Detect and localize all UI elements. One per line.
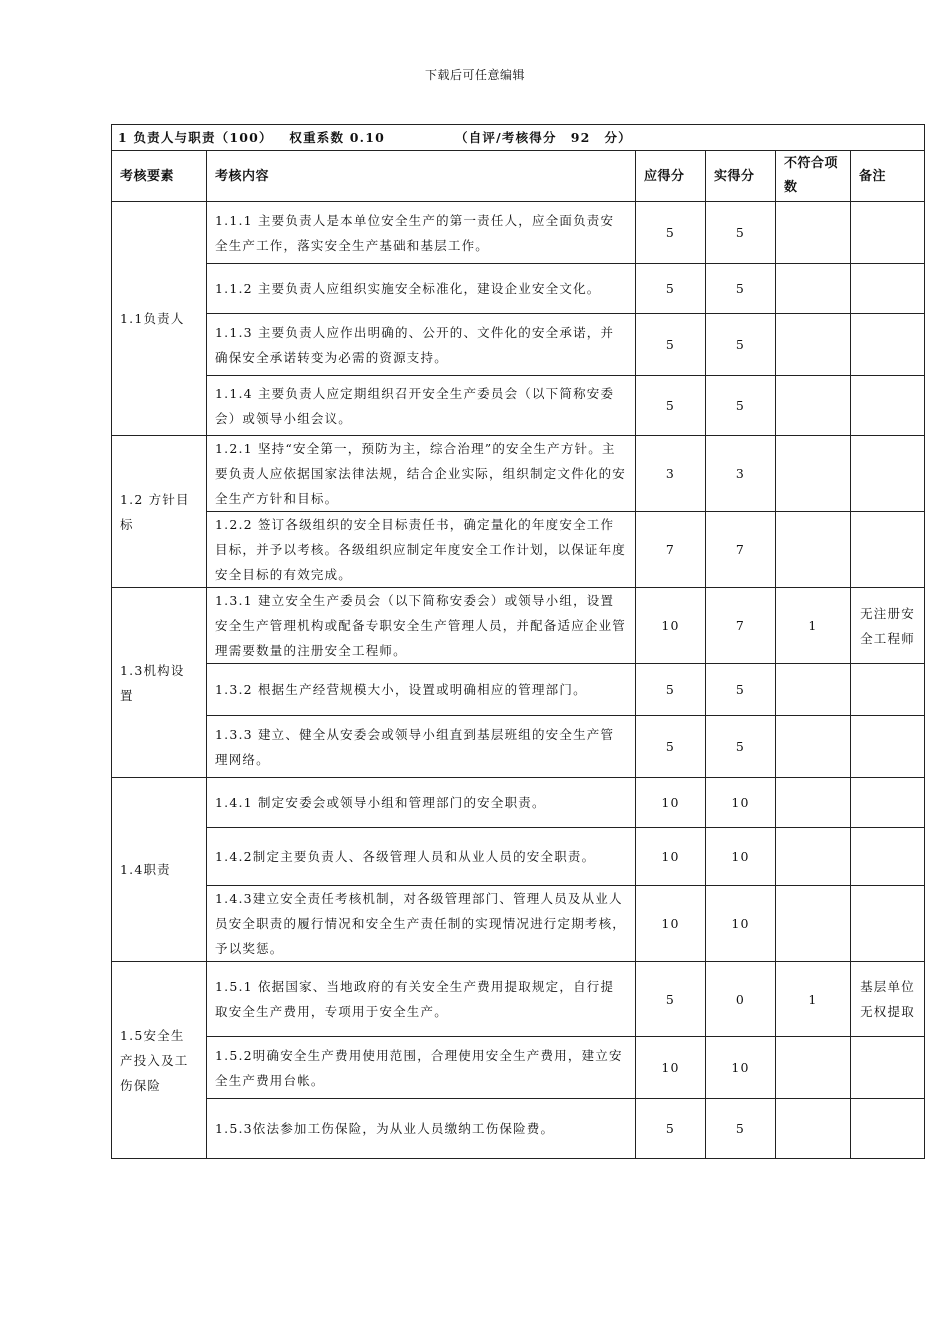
content-cell: 1.5.1 依据国家、当地政府的有关安全生产费用提取规定，自行提取安全生产费用，专项用于安全生产。: [207, 962, 636, 1037]
should-score-cell: 10: [636, 886, 706, 962]
nonconform-count-cell: [776, 264, 851, 314]
title-score-suffix: 分）: [604, 130, 632, 145]
should-score-cell: 5: [636, 314, 706, 376]
nonconform-count-cell: [776, 778, 851, 828]
table-row: [112, 828, 925, 886]
remark-cell: [851, 376, 925, 436]
content-cell: 1.3.2 根据生产经营规模大小，设置或明确相应的管理部门。: [207, 664, 636, 716]
element-cell: 1.4职责: [112, 778, 207, 962]
element-cell: 1.2 方针目标: [112, 436, 207, 588]
content-cell: 1.3.3 建立、健全从安委会或领导小组直到基层班组的安全生产管理网络。: [207, 716, 636, 778]
remark-cell: [851, 716, 925, 778]
table-title: [112, 125, 925, 151]
remark-cell: 基层单位无权提取: [851, 962, 925, 1037]
table-row: [112, 1037, 925, 1099]
content-cell: 1.2.2 签订各级组织的安全目标责任书，确定量化的年度安全工作目标，并予以考核。各级组织应制定年度安全工作计划，以保证年度安全目标的有效完成。: [207, 512, 636, 588]
content-cell: 1.4.1 制定安委会或领导小组和管理部门的安全职责。: [207, 778, 636, 828]
content-cell: 1.1.3 主要负责人应作出明确的、公开的、文件化的安全承诺，并确保安全承诺转变为必需的资源支持。: [207, 314, 636, 376]
should-score-cell: 5: [636, 1099, 706, 1159]
actual-score-cell: 5: [706, 314, 776, 376]
nonconform-count-cell: [776, 202, 851, 264]
table-row: [112, 264, 925, 314]
remark-cell: [851, 512, 925, 588]
nonconform-count-cell: [776, 314, 851, 376]
should-score-cell: 10: [636, 1037, 706, 1099]
should-score-cell: 10: [636, 778, 706, 828]
actual-score-cell: 5: [706, 1099, 776, 1159]
title-weight: 权重系数 0.10: [289, 130, 386, 145]
should-score-cell: 7: [636, 512, 706, 588]
content-cell: 1.3.1 建立安全生产委员会（以下简称安委会）或领导小组，设置安全生产管理机构或配备专职安全生产管理人员，并配备适应企业管理需要数量的注册安全工程师。: [207, 588, 636, 664]
table-row: [112, 1099, 925, 1159]
remark-cell: [851, 664, 925, 716]
actual-score-cell: 5: [706, 264, 776, 314]
actual-score-cell: 5: [706, 202, 776, 264]
nonconform-count-cell: [776, 1099, 851, 1159]
remark-cell: [851, 436, 925, 512]
should-score-cell: 5: [636, 716, 706, 778]
header-nonconform: 不符合项数: [776, 151, 851, 202]
nonconform-count-cell: 1: [776, 962, 851, 1037]
actual-score-cell: 10: [706, 1037, 776, 1099]
title-score-prefix: （自评/考核得分: [455, 130, 557, 145]
table-row: [112, 664, 925, 716]
header-row: [112, 151, 925, 202]
header-should: 应得分: [636, 151, 706, 202]
element-cell: 1.1负责人: [112, 202, 207, 436]
nonconform-count-cell: [776, 1037, 851, 1099]
table-row: [112, 886, 925, 962]
nonconform-count-cell: [776, 886, 851, 962]
header-remark: 备注: [851, 151, 925, 202]
actual-score-cell: 0: [706, 962, 776, 1037]
header-actual: 实得分: [706, 151, 776, 202]
actual-score-cell: 5: [706, 376, 776, 436]
element-cell: 1.5安全生产投入及工伤保险: [112, 962, 207, 1159]
table-row: [112, 778, 925, 828]
nonconform-count-cell: 1: [776, 588, 851, 664]
actual-score-cell: 3: [706, 436, 776, 512]
nonconform-count-cell: [776, 436, 851, 512]
header-content: 考核内容: [207, 151, 636, 202]
content-cell: 1.5.3依法参加工伤保险，为从业人员缴纳工伤保险费。: [207, 1099, 636, 1159]
should-score-cell: 5: [636, 202, 706, 264]
remark-cell: [851, 828, 925, 886]
actual-score-cell: 10: [706, 778, 776, 828]
actual-score-cell: 10: [706, 886, 776, 962]
assessment-table: [111, 124, 925, 1159]
remark-cell: [851, 1099, 925, 1159]
table-row: [112, 962, 925, 1037]
header-element: 考核要素: [112, 151, 207, 202]
nonconform-count-cell: [776, 828, 851, 886]
content-cell: 1.5.2明确安全生产费用使用范围，合理使用安全生产费用，建立安全生产费用台帐。: [207, 1037, 636, 1099]
remark-cell: 无注册安全工程师: [851, 588, 925, 664]
table-row: [112, 202, 925, 264]
remark-cell: [851, 202, 925, 264]
nonconform-count-cell: [776, 376, 851, 436]
content-cell: 1.1.2 主要负责人应组织实施安全标准化，建设企业安全文化。: [207, 264, 636, 314]
remark-cell: [851, 778, 925, 828]
content-cell: 1.1.1 主要负责人是本单位安全生产的第一责任人，应全面负责安全生产工作，落实安全生产基础和基层工作。: [207, 202, 636, 264]
content-cell: 1.4.3建立安全责任考核机制，对各级管理部门、管理人员及从业人员安全职责的履行情况和安全生产责任制的实现情况进行定期考核，予以奖惩。: [207, 886, 636, 962]
element-cell: 1.3机构设置: [112, 588, 207, 778]
content-cell: 1.1.4 主要负责人应定期组织召开安全生产委员会（以下简称安委会）或领导小组会议。: [207, 376, 636, 436]
table-row: [112, 376, 925, 436]
table-row: [112, 436, 925, 512]
table-row: [112, 716, 925, 778]
remark-cell: [851, 1037, 925, 1099]
content-cell: 1.2.1 坚持“安全第一，预防为主，综合治理”的安全生产方针。主要负责人应依据国家法律法规，结合企业实际，组织制定文件化的安全生产方针和目标。: [207, 436, 636, 512]
should-score-cell: 10: [636, 588, 706, 664]
should-score-cell: 5: [636, 664, 706, 716]
should-score-cell: 5: [636, 376, 706, 436]
actual-score-cell: 7: [706, 588, 776, 664]
remark-cell: [851, 314, 925, 376]
table-row: [112, 588, 925, 664]
top-note: 下载后可任意编辑: [424, 68, 525, 82]
should-score-cell: 5: [636, 264, 706, 314]
nonconform-count-cell: [776, 512, 851, 588]
table-row: [112, 512, 925, 588]
title-section: 1 负责人与职责（100）: [118, 130, 273, 145]
should-score-cell: 3: [636, 436, 706, 512]
table-row: [112, 314, 925, 376]
actual-score-cell: 10: [706, 828, 776, 886]
actual-score-cell: 7: [706, 512, 776, 588]
should-score-cell: 10: [636, 828, 706, 886]
should-score-cell: 5: [636, 962, 706, 1037]
actual-score-cell: 5: [706, 716, 776, 778]
title-score-value: 92: [570, 130, 591, 145]
nonconform-count-cell: [776, 716, 851, 778]
actual-score-cell: 5: [706, 664, 776, 716]
nonconform-count-cell: [776, 664, 851, 716]
content-cell: 1.4.2制定主要负责人、各级管理人员和从业人员的安全职责。: [207, 828, 636, 886]
table-title-row: [112, 125, 925, 151]
remark-cell: [851, 264, 925, 314]
remark-cell: [851, 886, 925, 962]
